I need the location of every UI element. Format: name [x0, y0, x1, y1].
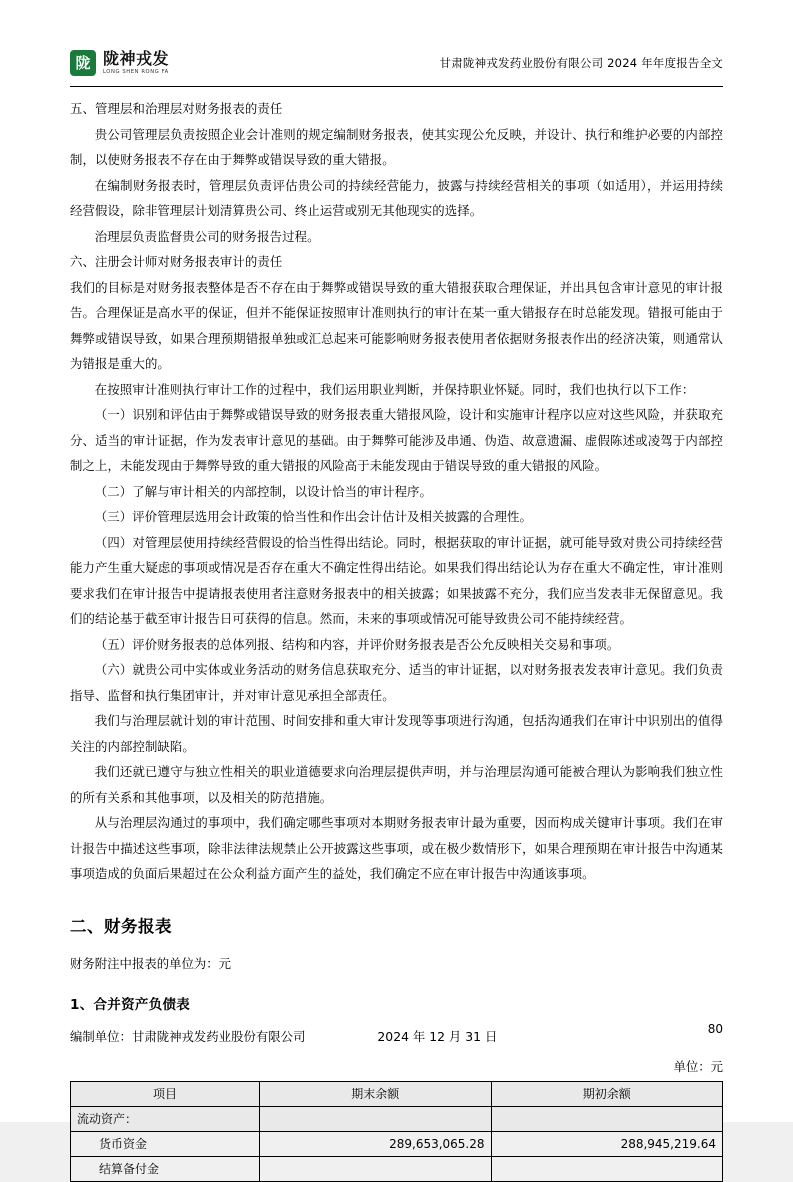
- logo-text: [103, 48, 170, 75]
- logo-name-en: LONG SHEN RONG FA: [103, 68, 169, 75]
- column-header-ending-balance: 期末余额: [260, 1081, 491, 1106]
- table-header-row: [71, 1081, 723, 1106]
- unit-note: 财务附注中报表的单位为：元: [70, 955, 232, 971]
- compile-unit: 编制单位：甘肃陇神戎发药业股份有限公司: [70, 1028, 306, 1044]
- compile-info: [70, 1027, 723, 1045]
- table-row: [71, 1156, 723, 1181]
- cell-item: 货币资金: [71, 1131, 260, 1156]
- cell-ending-balance: 289,653,065.28: [260, 1131, 491, 1156]
- cell-beginning-balance: [491, 1156, 722, 1181]
- column-header-item: 项目: [71, 1081, 260, 1106]
- cell-ending-balance: [260, 1106, 491, 1131]
- paragraph-13: 我们还就已遵守与独立性相关的职业道德要求向治理层提供声明，并与治理层沟通可能被合理认为影响我们独立性的所有关系和其他事项，以及相关的防范措施。: [70, 764, 723, 805]
- paragraph-3: 治理层负责监督贵公司的财务报告过程。: [94, 228, 320, 244]
- balance-sheet-table: [70, 1081, 723, 1182]
- paragraph-10: （五）评价财务报表的总体列报、结构和内容，并评价财务报表是否公允反映相关交易和事项。: [94, 636, 620, 652]
- company-logo: [70, 50, 169, 76]
- paragraph-14: 从与治理层沟通过的事项中，我们确定哪些事项对本期财务报表审计最为重要，因而构成关键审计事项。我们在审计报告中描述这些事项，除非法律法规禁止公开披露这些事项，或在极少数情形下，如果合理预期在审计报告中沟通某事项造成的负面后果超过在公众利益方面产生的益处，我们确定不应在审计报告中沟通该事项。: [70, 815, 723, 881]
- header-title: 甘肃陇神戎发药业股份有限公司 2024 年年度报告全文: [439, 56, 723, 70]
- logo-name-cn: 陇神戎发: [103, 48, 170, 68]
- paragraph-12: 我们与治理层就计划的审计范围、时间安排和重大审计发现等事项进行沟通，包括沟通我们在审计中识别出的值得关注的内部控制缺陷。: [70, 713, 723, 754]
- paragraph-5: 在按照审计准则执行审计工作的过程中，我们运用职业判断，并保持职业怀疑。同时，我们也执行以下工作：: [94, 381, 695, 397]
- paragraph-11: （六）就贵公司中实体或业务活动的财务信息获取充分、适当的审计证据，以对财务报表发表审计意见。我们负责指导、监督和执行集团审计，并对审计意见承担全部责任。: [70, 662, 723, 703]
- paragraph-9: （四）对管理层使用持续经营假设的恰当性得出结论。同时，根据获取的审计证据，就可能导致对贵公司持续经营能力产生重大疑虑的事项或情况是否存在重大不确定性得出结论。如果我们得出结论认为存在重大不确定性，审计准则要求我们在审计报告中提请报表使用者注意财务报表中的相关披露；如果披露不充分，我们应当发表非无保留意见。我们的结论基于截至审计报告日可获得的信息。然而，未来的事项或情况可能导致贵公司不能持续经营。: [70, 534, 723, 626]
- paragraph-1: 贵公司管理层负责按照企业会计准则的规定编制财务报表，使其实现公允反映，并设计、执行和维护必要的内部控制，以使财务报表不存在由于舞弊或错误导致的重大错报。: [70, 126, 723, 167]
- subsection-title-balance-sheet: 1、合并资产负债表: [70, 996, 191, 1013]
- paragraph-2: 在编制财务报表时，管理层负责评估贵公司的持续经营能力，披露与持续经营相关的事项（如适用），并运用持续经营假设，除非管理层计划清算贵公司、终止运营或别无其他现实的选择。: [70, 177, 723, 218]
- paragraph-6: （一）识别和评估由于舞弊或错误导致的财务报表重大错报风险，设计和实施审计程序以应对这些风险，并获取充分、适当的审计证据，作为发表审计意见的基础。由于舞弊可能涉及串通、伪造、故意遗漏、虚假陈述或凌驾于内部控制之上，未能发现由于舞弊导致的重大错报的风险高于未能发现由于错误导致的重大错报的风险。: [70, 407, 723, 473]
- section-title-financial-statements: 二、财务报表: [70, 916, 172, 936]
- heading-section-5: 五、管理层和治理层对财务报表的责任: [70, 101, 283, 116]
- paragraph-7: （二）了解与审计相关的内部控制，以设计恰当的审计程序。: [94, 483, 433, 499]
- table-row: [71, 1106, 723, 1131]
- heading-section-6: 六、注册会计师对财务报表审计的责任: [70, 254, 283, 269]
- paragraph-8: （三）评价管理层选用会计政策的恰当性和作出会计估计及相关披露的合理性。: [94, 509, 532, 524]
- column-header-beginning-balance: 期初余额: [491, 1081, 722, 1106]
- paragraph-4: 我们的目标是对财务报表整体是否不存在由于舞弊或错误导致的重大错报获取合理保证，并出具包含审计意见的审计报告。合理保证是高水平的保证，但并不能保证按照审计准则执行的审计在某一重大错报存在时总能发现。错报可能由于舞弊或错误导致，如果合理预期错报单独或汇总起来可能影响财务报表使用者依据财务报表作出的经济决策，则通常认为错报是重大的。: [70, 279, 723, 371]
- cell-beginning-balance: [491, 1106, 722, 1131]
- unit-line: [70, 1057, 723, 1077]
- cell-item: 结算备付金: [71, 1156, 260, 1181]
- unit-label: 单位：元: [673, 1058, 723, 1074]
- report-date: 2024 年 12 月 31 日: [377, 1028, 498, 1044]
- table-row: [71, 1131, 723, 1156]
- page-header: [70, 42, 723, 84]
- document-content: [70, 96, 723, 1182]
- cell-ending-balance: [260, 1156, 491, 1181]
- logo-mark-icon: 陇: [70, 50, 96, 76]
- cell-item: 流动资产：: [71, 1106, 260, 1131]
- cell-beginning-balance: 288,945,219.64: [491, 1131, 722, 1156]
- page-number: 80: [707, 1022, 723, 1036]
- header-divider: [70, 86, 723, 87]
